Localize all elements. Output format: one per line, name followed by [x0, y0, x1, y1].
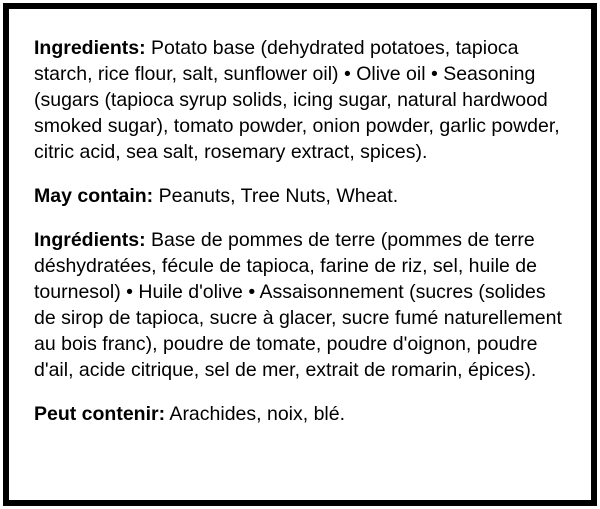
- may-contain-en-heading: May contain:: [34, 185, 154, 207]
- may-contain-fr-paragraph: [34, 401, 571, 427]
- ingredients-en-heading: Ingredients:: [34, 37, 146, 59]
- may-contain-en-paragraph: [34, 183, 571, 209]
- ingredients-fr-text: Base de pommes de terre (pommes de terre déshydratées, fécule de tapioca, farine de riz, sel, huile de tournesol) • Huile d'olive • Assaisonnement (sucres (solides de sirop de tapioca, sucre à glacer, sucre fumé naturellement au bois franc), poudre de tomate, poudre d'oignon, poudre d'ail, acide citrique, sel de mer, extrait de romarin, épices).: [34, 229, 562, 381]
- may-contain-fr-heading: Peut contenir:: [34, 403, 166, 425]
- ingredients-fr-heading: Ingrédients:: [34, 229, 146, 251]
- ingredients-label-panel: [3, 3, 597, 506]
- may-contain-en-text: Peanuts, Tree Nuts, Wheat.: [153, 185, 399, 207]
- ingredients-en-text: Potato base (dehydrated potatoes, tapioca starch, rice flour, salt, sunflower oil) • Olive oil • Seasoning (sugars (tapioca syrup solids, icing sugar, natural hardwood smoked sugar), tomato powder, onion powder, garlic powder, citric acid, sea salt, rosemary extract, spices).: [34, 37, 560, 163]
- ingredients-fr-paragraph: [34, 227, 571, 383]
- may-contain-fr-text: Arachides, noix, blé.: [165, 403, 346, 425]
- ingredients-en-paragraph: [34, 35, 571, 165]
